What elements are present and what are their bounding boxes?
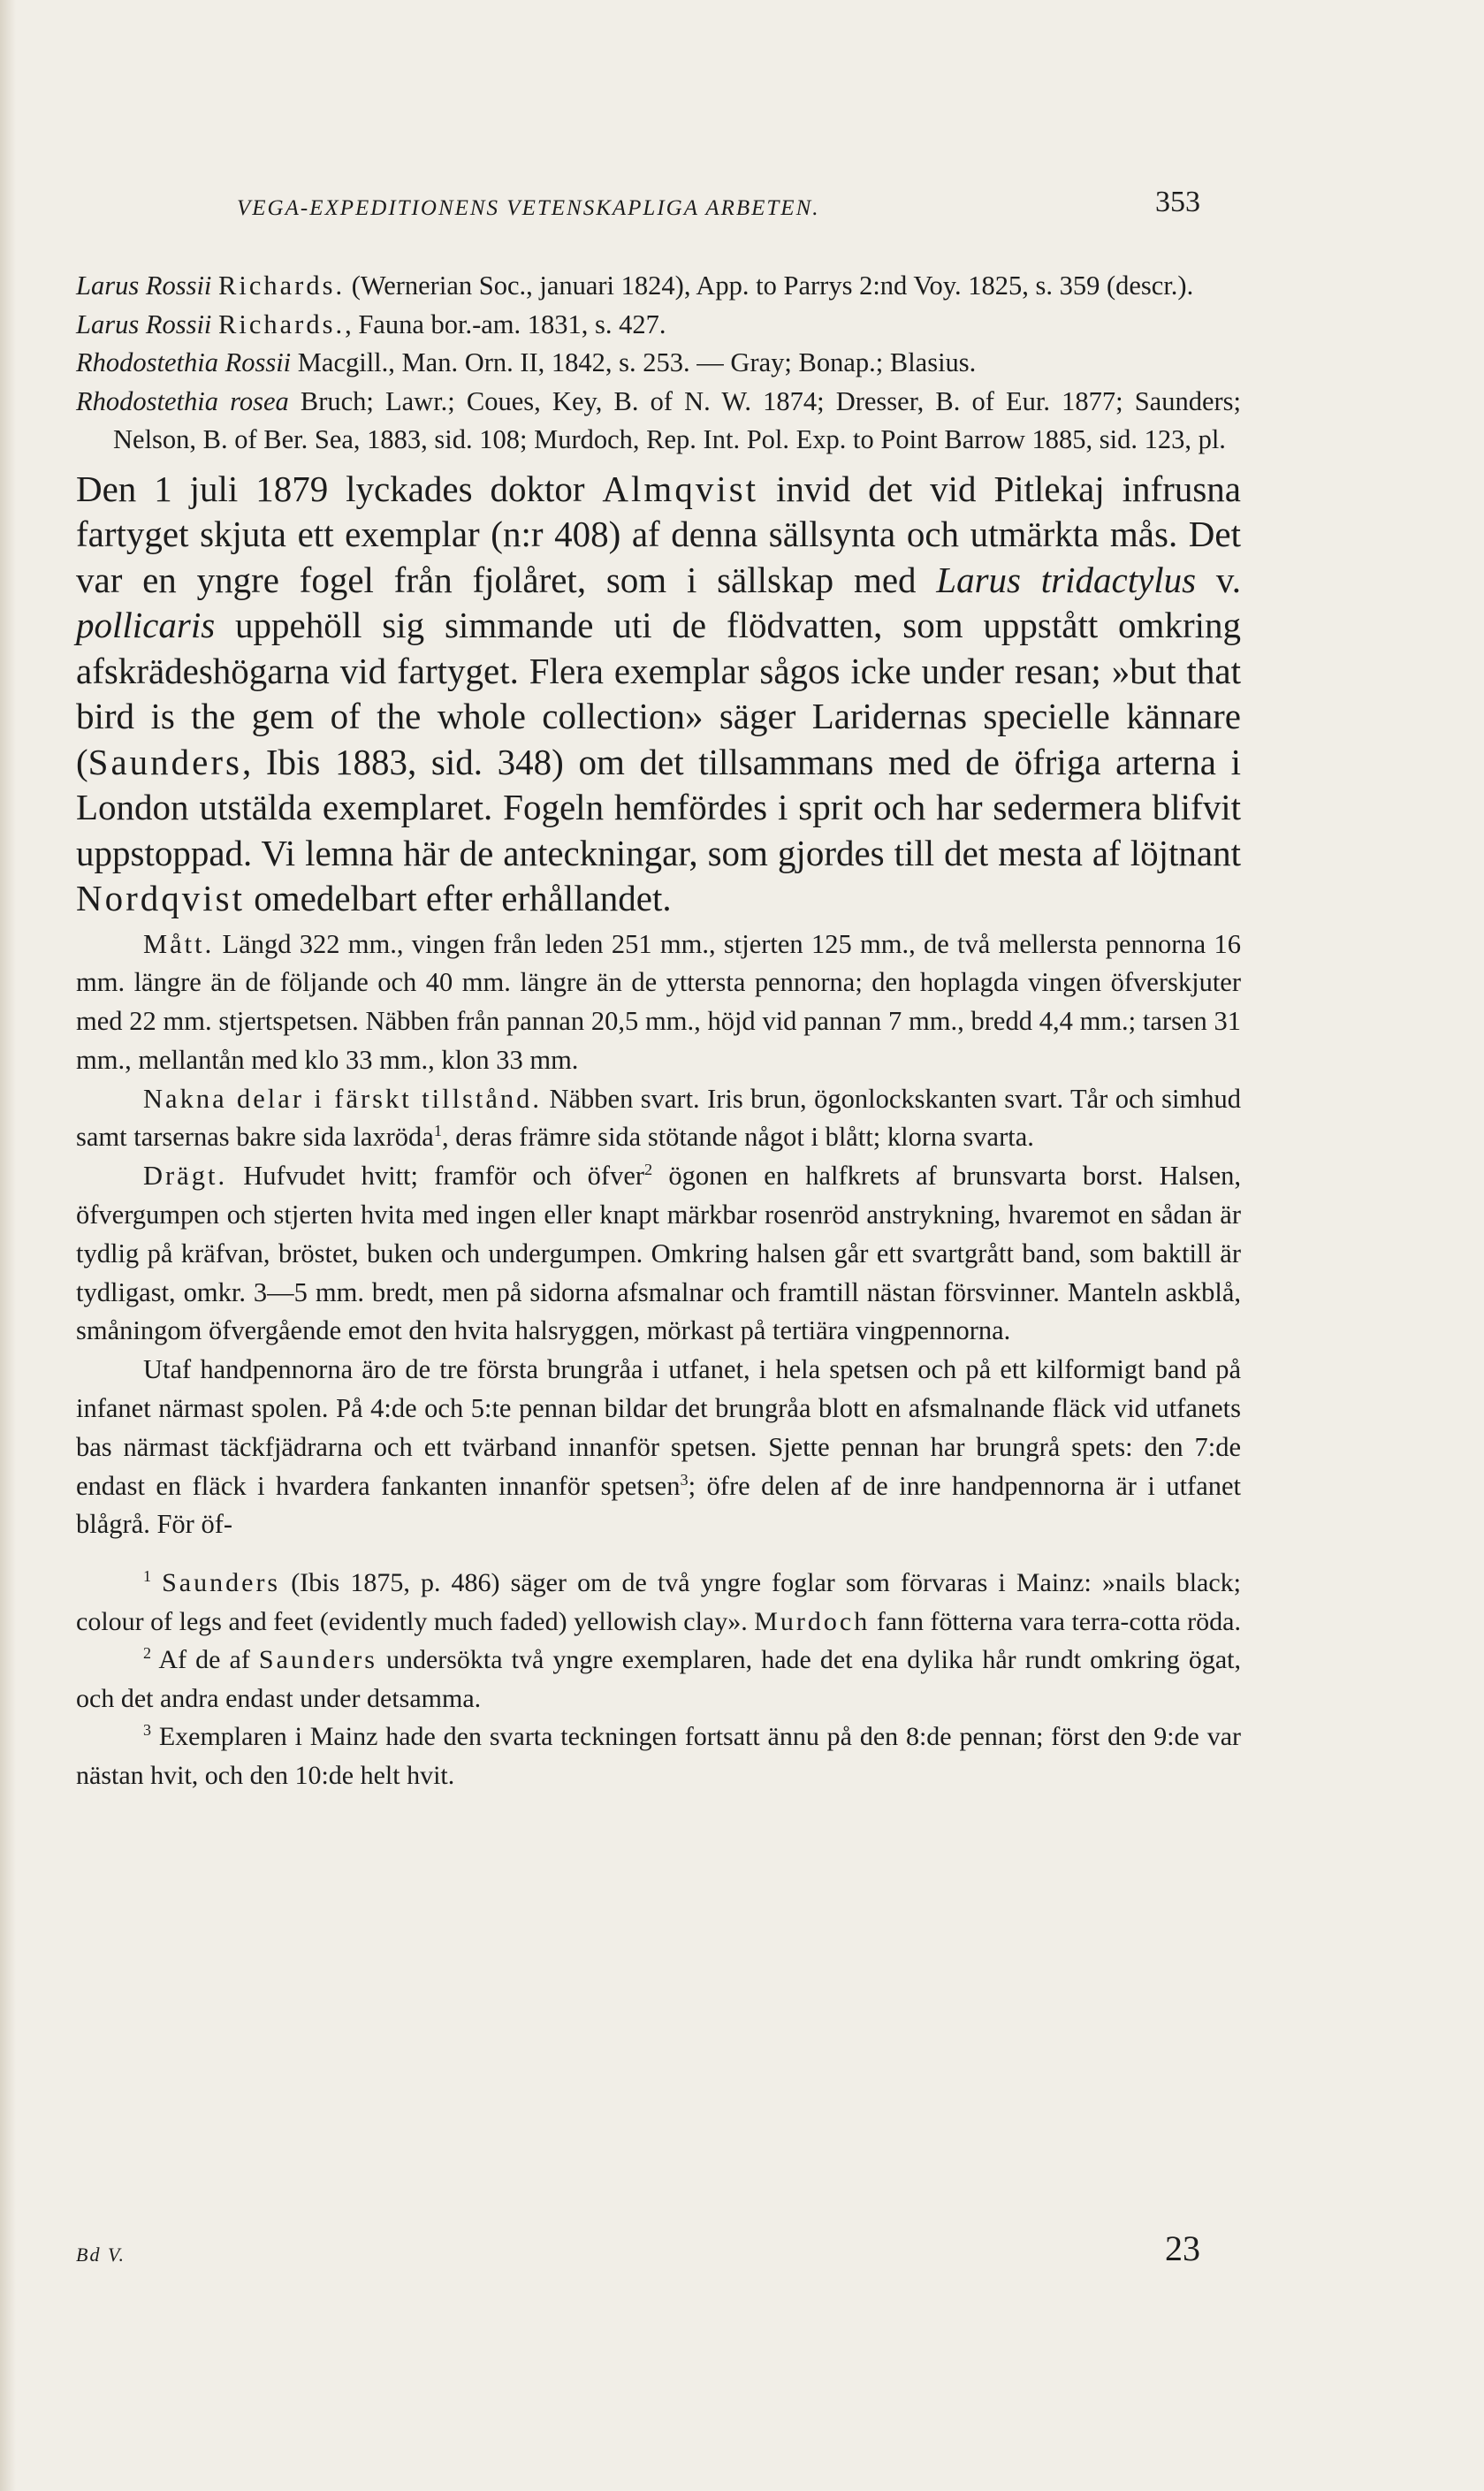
synonym-text: (Wernerian Soc., januari 1824), App. to Parrys 2:nd Voy. 1825, s. 359 (descr.). — [345, 270, 1194, 301]
synonym-author: Macgill. — [297, 347, 389, 377]
paragraph-text: v. — [1196, 559, 1242, 600]
synonym-name: Rhodostethia Rossii — [76, 347, 292, 377]
synonym-text: , Man. Orn. II, 1842, s. 253. — Gray; Bonap.; Blasius. — [388, 347, 977, 377]
synonymy-list — [76, 267, 1241, 460]
paragraph-text: , Ibis 1883, sid. 348) om det tillsammans med de öfriga arterna i London utstälda exemplaret. Fogeln hemfördes i sprit och har sedermera blifvit uppstoppad. Vi lemna här de anteckningar, som gjordes till det mesta af löjtnant — [76, 741, 1241, 873]
measurements-paragraph — [76, 926, 1241, 1080]
paragraph-text: omedelbart efter erhållandet. — [245, 878, 672, 918]
footnote-number: 3 — [143, 1721, 151, 1740]
synonym-name: Larus Rossii — [76, 270, 212, 301]
person-name: Saunders — [88, 741, 242, 782]
footnote-number: 1 — [143, 1567, 151, 1586]
footnote-ref: 1 — [433, 1122, 442, 1140]
footnote-text: undersökta två yngre exemplaren, hade det ena dylika hår rundt omkring ögat, och det andra endast under detsamma. — [76, 1645, 1241, 1713]
synonymy-entry — [76, 306, 1241, 345]
synonym-name: Rhodostethia rosea — [76, 385, 289, 416]
synonym-author: Bruch; — [300, 385, 374, 416]
footnote-text: Af de af — [151, 1645, 259, 1675]
footnote-text: Exemplaren i Mainz hade den svarta teckningen fortsatt ännu på den 8:de pennan; först den 9:de var nästan hvit, och den 10:de helt hvit. — [76, 1722, 1241, 1790]
page-footer — [76, 2228, 1200, 2281]
paragraph-text: invid det vid Pitlekaj infrusna fartyget skjuta ett exemplar (n:r 408) af denna sällsynta och utmärkta mås. Det var en yngre fogel från fjolåret, som i sällskap med — [76, 468, 1241, 600]
synonym-text: , Fauna bor.-am. 1831, s. 427. — [345, 309, 666, 339]
person-name: Saunders — [162, 1568, 281, 1598]
section-label: Mått. — [143, 928, 215, 959]
page-header — [237, 173, 1200, 235]
footnote-text: (Ibis 1875, p. 486) säger om de två yngre foglar som förvaras i Mainz: »nails black; colour of legs and feet (evidently much faded) yellowish clay». — [76, 1568, 1242, 1636]
synonymy-entry — [76, 383, 1241, 460]
species-name: Larus tridactylus — [936, 559, 1197, 600]
section-label: Nakna delar i färskt tillstånd. — [143, 1083, 543, 1114]
plumage-paragraph — [76, 1157, 1241, 1351]
footnote-ref: 2 — [644, 1161, 653, 1179]
sheet-number: 23 — [1165, 2228, 1200, 2268]
footnote-ref: 3 — [680, 1470, 689, 1489]
synonymy-entry — [76, 344, 1241, 383]
paragraph-text: Hufvudet hvitt; framför och öfver — [227, 1161, 645, 1192]
page-edge-shadow — [0, 0, 16, 2491]
synonymy-entry — [76, 267, 1241, 306]
footnotes — [76, 1564, 1241, 1794]
paragraph-text: Näbben svart. Iris brun, ögonlockskanten svart. Tår och simhud samt tarsernas bakre sida laxröda — [76, 1083, 1241, 1153]
footnote-number: 2 — [143, 1644, 151, 1663]
bare-parts-paragraph — [76, 1080, 1241, 1158]
synonym-author: Richards. — [218, 270, 346, 301]
paragraph-text: , deras främre sida stötande något i blått; klorna svarta. — [441, 1122, 1034, 1153]
paragraph-text: uppehöll sig simmande uti de flödvatten, som uppstått omkring afskrädeshögarna vid fartyget. Flera exemplar sågos icke under resan; »but that bird is the gem of the whole collection» säger Laridernas specielle kännare ( — [76, 605, 1241, 782]
footnote — [76, 1641, 1241, 1718]
synonym-name: Larus Rossii — [76, 309, 212, 339]
person-name: Murdoch — [754, 1606, 871, 1636]
paragraph-text: Längd 322 mm., vingen från leden 251 mm., stjerten 125 mm., de två mellersta pennorna 16 mm. längre än de följande och 40 mm. längre än de yttersta pennorna; den hoplagda vingen öfverskjuter med 22 mm. stjertspetsen. Näbben från pannan 20,5 mm., höjd vid pannan 7 mm., bredd 4,4 mm.; tarsen 31 mm., mellantån med klo 33 mm., klon 33 mm. — [76, 928, 1241, 1075]
person-name: Saunders — [258, 1645, 377, 1675]
page-number: 353 — [1155, 186, 1200, 218]
footnote — [76, 1718, 1241, 1794]
section-label: Drägt. — [143, 1161, 228, 1192]
person-name: Nordqvist — [76, 878, 245, 918]
footnote-text: fann fötterna vara terra-cotta röda. — [870, 1606, 1241, 1636]
primaries-paragraph — [76, 1351, 1241, 1544]
species-name: pollicaris — [76, 605, 216, 645]
main-paragraph — [76, 467, 1241, 922]
paragraph-text: Utaf handpennorna äro de tre första brungråa i utfanet, i hela spetsen och på ett kilformigt band på infanet närmast spolen. På 4:de och 5:te pennan bildar det brungråa blott en afsmalnande fläck vid utfanets bas närmast täckfjädrarna och ett tvärband innanför spetsen. Sjette pennan har brungrå spets: den 7:de endast en fläck i hvardera fankanten innanför spetsen — [76, 1354, 1241, 1501]
running-title: VEGA-EXPEDITIONENS VETENSKAPLIGA ARBETEN. — [237, 196, 820, 220]
paragraph-text: ; öfre delen af de inre handpennorna är i utfanet blågrå. För öf- — [76, 1470, 1241, 1540]
signature-mark: Bd V. — [76, 2243, 126, 2266]
footnote — [76, 1564, 1241, 1641]
paragraph-text: ögonen en halfkrets af brunsvarta borst. Halsen, öfvergumpen och stjerten hvita med ingen eller knapt märkbar rosenröd anstrykning, hvaremot en sådan är tydlig på kräfvan, bröstet, buken och undergumpen. Omkring halsen går ett svartgrått band, som baktill är tydligast, omkr. 3—5 mm. bredt, men på sidorna afsmalnar och framtill nästan försvinner. Manteln askblå, småningom öfvergående emot den hvita halsryggen, mörkast på tertiära vingpennorna. — [76, 1161, 1241, 1346]
synonym-text: Lawr.; Coues, Key, B. of N. W. 1874; Dresser, B. of Eur. 1877; Saunders; Nelson, B. of Ber. Sea, 1883, sid. 108; Murdoch, Rep. Int. Pol. Exp. to Point Barrow 1885, sid. 123, pl. — [113, 385, 1242, 454]
person-name: Almqvist — [602, 468, 759, 509]
synonym-author: Richards. — [218, 309, 346, 339]
page-content — [76, 267, 1241, 1794]
paragraph-text: Den 1 juli 1879 lyckades doktor — [76, 468, 603, 509]
